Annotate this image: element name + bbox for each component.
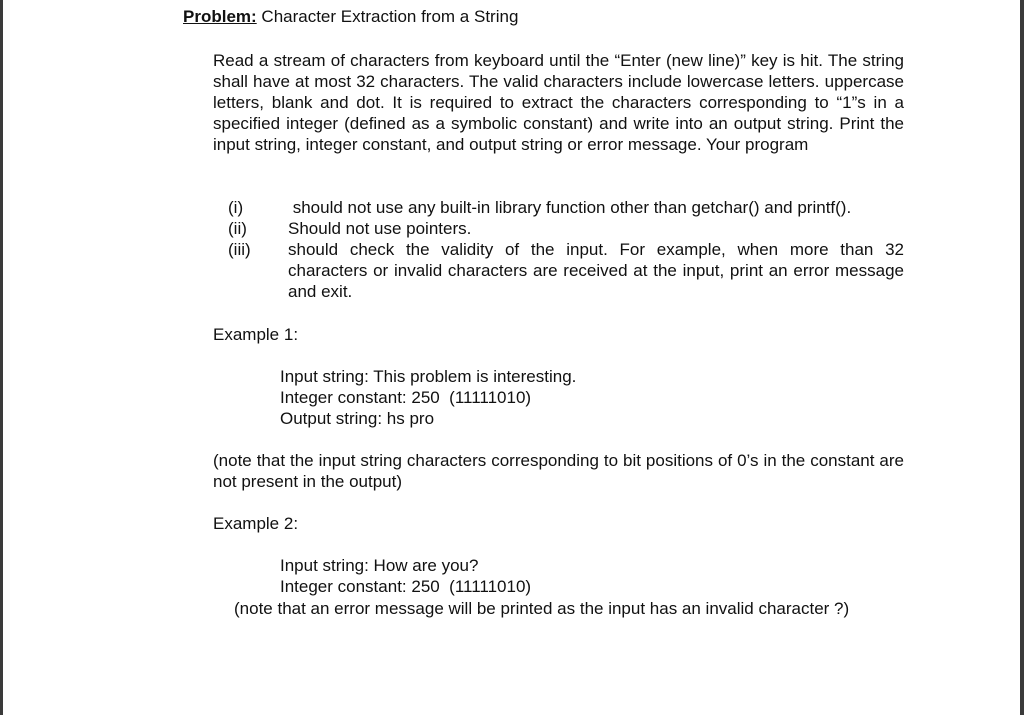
list-item-text: Should not use pointers.: [288, 219, 472, 238]
example1-note: (note that the input string characters corresponding to bit positions of 0’s in the constant are not present in the output): [213, 451, 904, 491]
example1-constant: Integer constant: 250 (11111010): [280, 388, 532, 407]
example2-heading: Example 2:: [213, 514, 299, 533]
example1-heading: Example 1:: [213, 325, 299, 344]
list-item: [228, 239, 904, 302]
example1-input: Input string: This problem is interesting.: [280, 367, 577, 386]
problem-title: [183, 6, 518, 28]
list-item-number: (i): [228, 198, 244, 217]
example2-input: Input string: How are you?: [280, 556, 479, 575]
list-item-text: should check the validity of the input. For example, when more than 32 characters or invalid characters are received at the input, print an error message and exit.: [288, 240, 904, 301]
example1-block: [280, 366, 576, 429]
problem-title-text: Character Extraction from a String: [256, 7, 519, 26]
requirements-list: [228, 197, 904, 302]
list-item: [228, 197, 904, 218]
example1-output: Output string: hs pro: [280, 409, 435, 428]
example2-block: [280, 555, 531, 597]
example2-note: (note that an error message will be printed as the input has an invalid character ?): [234, 599, 850, 618]
list-item-number: (ii): [228, 219, 247, 238]
list-item-text: should not use any built-in library function other than getchar() and printf().: [288, 198, 852, 217]
example2-constant: Integer constant: 250 (11111010): [280, 577, 532, 596]
list-item: [228, 218, 904, 239]
problem-description: Read a stream of characters from keyboard until the “Enter (new line)” key is hit. The string shall have at most 32 characters. The valid characters include lowercase letters. uppercase letters, blank and dot. It is required to extract the characters corresponding to “1”s in a specified integer (defined as a symbolic constant) and write into an output string. Print the input string, integer constant, and output string or error message. Your program: [213, 51, 904, 154]
list-item-number: (iii): [228, 240, 251, 259]
problem-label: Problem:: [183, 7, 257, 26]
